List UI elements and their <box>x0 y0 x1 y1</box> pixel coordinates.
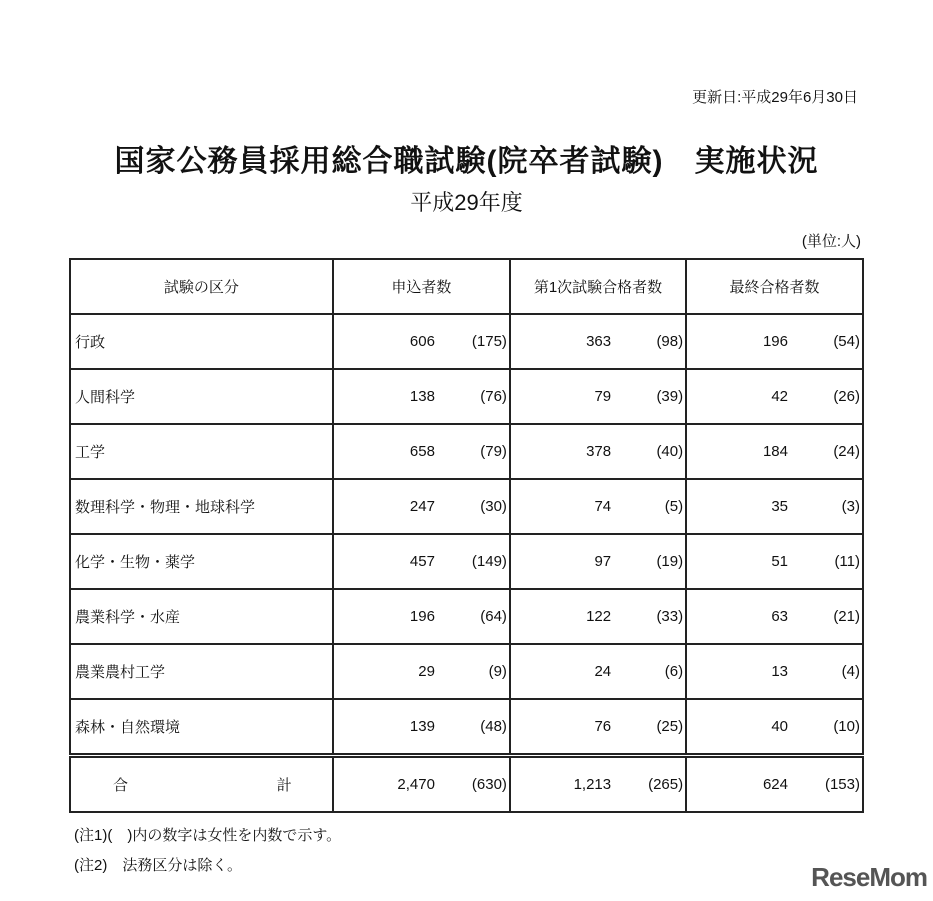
table-header-row <box>70 259 863 314</box>
table-row <box>70 369 863 424</box>
count-value: 378 <box>586 443 612 460</box>
value-cell <box>333 314 510 369</box>
value-cell <box>686 534 863 589</box>
female-count-value: (48) <box>480 718 507 735</box>
female-count-value: (24) <box>833 443 860 460</box>
value-cell <box>686 644 863 699</box>
category-label: 行政 <box>70 314 333 369</box>
count-value: 76 <box>594 718 612 735</box>
count-value: 2,470 <box>397 776 435 793</box>
category-label: 人間科学 <box>70 369 333 424</box>
value-cell <box>333 589 510 644</box>
female-count-value: (40) <box>656 443 684 460</box>
category-label: 森林・自然環境 <box>70 699 333 756</box>
female-count-value: (149) <box>471 553 507 570</box>
value-cell <box>333 644 510 699</box>
female-count-value: (30) <box>480 498 507 515</box>
value-cell <box>333 699 510 756</box>
value-cell <box>510 369 686 424</box>
count-value: 196 <box>409 608 435 625</box>
updated-date: 更新日:平成29年6月30日 <box>692 89 858 106</box>
value-cell <box>510 756 686 813</box>
count-value: 51 <box>771 553 788 570</box>
value-cell <box>686 589 863 644</box>
category-label: 数理科学・物理・地球科学 <box>70 479 333 534</box>
count-value: 42 <box>771 388 788 405</box>
resemom-logo: ReseMom <box>811 862 927 892</box>
female-count-value: (19) <box>656 553 684 570</box>
count-value: 74 <box>594 498 612 515</box>
count-value: 29 <box>418 663 435 680</box>
table-row <box>70 589 863 644</box>
count-value: 63 <box>771 608 788 625</box>
category-label: 化学・生物・薬学 <box>70 534 333 589</box>
value-cell <box>686 314 863 369</box>
count-value: 13 <box>771 663 788 680</box>
table-row <box>70 314 863 369</box>
female-count-value: (98) <box>656 333 684 350</box>
table-row <box>70 534 863 589</box>
value-cell <box>510 589 686 644</box>
count-value: 122 <box>586 608 612 625</box>
female-count-value: (26) <box>833 388 860 405</box>
female-count-value: (9) <box>488 663 507 680</box>
category-label: 農業科学・水産 <box>70 589 333 644</box>
female-count-value: (33) <box>656 608 684 625</box>
header-applicants: 申込者数 <box>333 259 510 314</box>
total-label-cell <box>70 756 333 813</box>
value-cell <box>686 479 863 534</box>
unit-label: (単位:人) <box>801 233 861 250</box>
female-count-value: (11) <box>834 553 860 570</box>
table-row <box>70 479 863 534</box>
note-1: (注1)( )内の数字は女性を内数で示す。 <box>74 827 342 844</box>
table-row <box>70 644 863 699</box>
value-cell <box>686 369 863 424</box>
count-value: 196 <box>762 333 788 350</box>
count-value: 40 <box>771 718 788 735</box>
value-cell <box>510 424 686 479</box>
count-value: 658 <box>409 443 435 460</box>
table-row <box>70 699 863 756</box>
female-count-value: (21) <box>833 608 860 625</box>
female-count-value: (64) <box>480 608 507 625</box>
category-label: 工学 <box>70 424 333 479</box>
count-value: 79 <box>594 388 612 405</box>
female-count-value: (54) <box>833 333 860 350</box>
female-count-value: (265) <box>648 776 684 793</box>
female-count-value: (39) <box>656 388 684 405</box>
count-value: 35 <box>771 498 788 515</box>
female-count-value: (4) <box>841 663 860 680</box>
total-row <box>70 756 863 813</box>
count-value: 363 <box>586 333 612 350</box>
total-label-right: 計 <box>276 777 292 794</box>
count-value: 247 <box>409 498 435 515</box>
count-value: 139 <box>409 718 435 735</box>
value-cell <box>333 756 510 813</box>
note-2: (注2) 法務区分は除く。 <box>74 857 243 874</box>
value-cell <box>510 314 686 369</box>
value-cell <box>686 424 863 479</box>
value-cell <box>510 534 686 589</box>
female-count-value: (5) <box>664 498 684 515</box>
header-first-pass: 第1次試験合格者数 <box>510 259 686 314</box>
female-count-value: (79) <box>480 443 507 460</box>
count-value: 606 <box>409 333 435 350</box>
header-category: 試験の区分 <box>70 259 333 314</box>
results-table <box>69 258 864 813</box>
value-cell <box>333 424 510 479</box>
header-final-pass: 最終合格者数 <box>686 259 863 314</box>
page-subtitle: 平成29年度 <box>410 190 523 215</box>
page-title: 国家公務員採用総合職試験(院卒者試験) 実施状況 <box>114 145 819 178</box>
count-value: 97 <box>594 553 612 570</box>
count-value: 457 <box>409 553 435 570</box>
value-cell <box>510 479 686 534</box>
value-cell <box>333 369 510 424</box>
count-value: 138 <box>409 388 435 405</box>
count-value: 24 <box>594 663 612 680</box>
female-count-value: (6) <box>664 663 684 680</box>
table-row <box>70 424 863 479</box>
female-count-value: (25) <box>656 718 684 735</box>
value-cell <box>686 699 863 756</box>
count-value: 1,213 <box>573 776 612 793</box>
female-count-value: (175) <box>471 333 507 350</box>
category-label: 農業農村工学 <box>70 644 333 699</box>
female-count-value: (76) <box>480 388 507 405</box>
notes <box>74 821 341 881</box>
value-cell <box>510 644 686 699</box>
female-count-value: (10) <box>833 718 860 735</box>
value-cell <box>510 699 686 756</box>
value-cell <box>333 479 510 534</box>
female-count-value: (3) <box>841 498 860 515</box>
value-cell <box>686 756 863 813</box>
total-label-left: 合 <box>113 777 129 794</box>
value-cell <box>333 534 510 589</box>
count-value: 184 <box>762 443 788 460</box>
count-value: 624 <box>762 776 788 793</box>
female-count-value: (630) <box>471 776 507 793</box>
female-count-value: (153) <box>824 776 860 793</box>
